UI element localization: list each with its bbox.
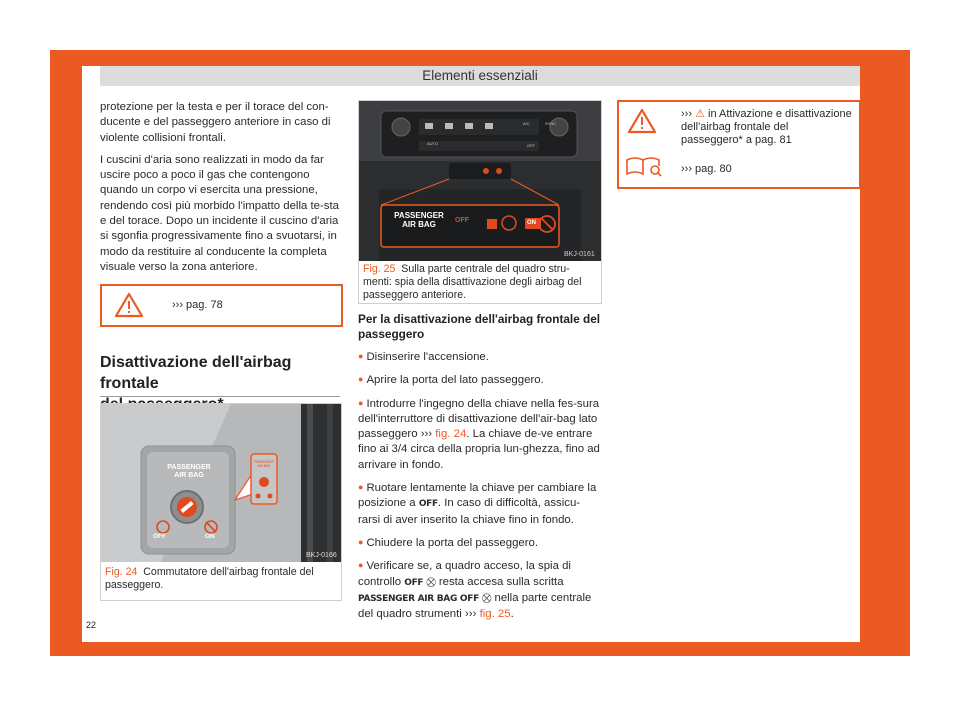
figure-25-number: Fig. 25	[363, 263, 396, 275]
section-title-line1: Disattivazione dell'airbag frontale	[100, 354, 292, 392]
airbag-switch-photo	[101, 404, 341, 562]
step-4	[358, 480, 602, 528]
figure-25-code: BKJ-0161	[564, 251, 595, 258]
step-3	[358, 396, 602, 473]
warning-ref-link[interactable]: in Attivazione e disattivazione dell'airbag frontale del passeggero* a pag. 81	[681, 108, 852, 146]
panel-off-label: OFF	[455, 217, 469, 224]
bullet-icon: ●	[358, 397, 364, 408]
step-6-text: Verificare se, a quadro acceso, la spia di controllo	[358, 560, 571, 588]
divider	[100, 396, 340, 397]
figure-24	[100, 403, 342, 601]
airbag-off-icon: ⛒	[426, 576, 436, 587]
passenger-airbag-off-label: PASSENGER AIR BAG OFF	[358, 593, 479, 604]
figure-24-caption	[105, 566, 337, 592]
switch-small-label-2: AIR BAG	[257, 464, 271, 468]
paragraph-intro: protezione per la testa e per il torace del con-ducente e del passeggero anteriore in caso di violente collisioni frontali.	[100, 101, 331, 144]
figure-25-caption	[363, 263, 593, 302]
switch-small-label-1: PASSENGER	[254, 460, 274, 464]
airbag-off-icon: ⛒	[482, 592, 492, 603]
book-icon	[625, 154, 663, 178]
warning-page-ref[interactable]: ››› pag. 78	[172, 299, 223, 311]
switch-label	[159, 464, 219, 480]
btn-off: OFF	[527, 143, 535, 148]
step-5-text: Chiudere la porta del passeggero.	[366, 536, 539, 549]
panel-on-label: ON	[527, 220, 536, 226]
step-6	[358, 558, 602, 622]
step-2-text: Aprire la porta del lato passeggero.	[366, 374, 544, 387]
fig-24-link[interactable]: fig. 24	[435, 428, 467, 441]
page-number: 22	[86, 620, 97, 630]
off-symbol: OFF	[418, 499, 438, 510]
warning-ref-arrows: ›››	[681, 108, 692, 120]
step-3-text-end: . La chiave de-ve entrare fino ai 3/4 circa della propria lun-ghezza, fino ad arrivare in fondo.	[358, 428, 600, 471]
warning-box-2	[617, 100, 861, 189]
step-1	[358, 349, 602, 365]
figure-24-number: Fig. 24	[105, 566, 138, 578]
info-page-ref[interactable]: ››› pag. 80	[681, 163, 732, 175]
step-1-text: Disinserire l'accensione.	[366, 351, 489, 363]
step-4-text: Ruotare lentamente la chiave per cambiare la posizione a	[358, 482, 597, 510]
step-6-text-end: nella parte centrale del quadro strumenti ›››	[358, 591, 592, 621]
small-warning-icon: ⚠	[695, 108, 705, 120]
step-4-text-end: . In caso di difficoltà, assicu-rarsi di aver inserito la chiave fino in fondo.	[358, 497, 581, 526]
off-symbol: OFF	[404, 577, 424, 588]
paragraph-airbag: I cuscini d'aria sono realizzati in modo da far uscire poco a poco il gas che contengono quando un corpo vi esercita una pressione, rendendo così più morbido l'impatto della te-sta e del torace. Dopo un incidente il cuscino d'aria si sgonfia progressivamente fino a svuotarsi, in modo da restituire al conducente la completa visuale verso la zona anteriore.	[100, 153, 339, 273]
left-column	[100, 100, 342, 282]
switch-small-label	[252, 460, 276, 468]
switch-on-label: ON	[205, 533, 215, 540]
middle-column	[358, 312, 602, 629]
figure-25-caption-text: Sulla parte centrale del quadro stru-menti: spia della disattivazione degli airbag del passeggero anteriore.	[363, 263, 582, 301]
switch-label-passenger: PASSENGER	[167, 464, 211, 471]
warning-triangle-icon	[114, 292, 144, 318]
bullet-icon: ●	[358, 482, 364, 493]
step-2	[358, 372, 602, 388]
step-6-text-mid: resta accesa sulla scritta	[438, 575, 564, 588]
panel-label-airbag: AIR BAG	[402, 220, 436, 229]
bullet-icon: ●	[358, 560, 364, 571]
section-header: Elementi essenziali	[100, 66, 860, 86]
step-3-text: Introdurre l'ingegno della chiave nella fes-sura dell'interruttore di disattivazione dell'air-bag lato passeggero ›››	[358, 397, 600, 441]
btn-auto: AUTO	[427, 141, 439, 146]
panel-label-passenger: PASSENGER	[394, 211, 444, 220]
fig-25-link[interactable]: fig. 25	[479, 608, 511, 621]
panel-label	[389, 211, 449, 229]
warning-triangle-icon	[627, 108, 657, 134]
warning-box-1	[100, 284, 343, 327]
bullet-icon: ●	[358, 351, 364, 361]
switch-label-airbag: AIR BAG	[174, 472, 204, 479]
bullet-icon: ●	[358, 536, 364, 547]
figure-24-code: BKJ-0166	[306, 552, 337, 559]
climate-panel-photo	[359, 101, 601, 261]
figure-25	[358, 100, 602, 304]
procedure-heading: Per la disattivazione dell'airbag frontale del passeggero	[358, 312, 601, 341]
bullet-icon: ●	[358, 374, 364, 385]
step-6-period: .	[510, 608, 514, 621]
warning-ref-text	[681, 108, 853, 147]
figure-24-caption-text: Commutatore dell'airbag frontale del passeggero.	[105, 566, 314, 591]
btn-sync: SYNC	[545, 121, 557, 126]
step-5	[358, 535, 602, 551]
btn-ac: A/C	[523, 121, 530, 126]
switch-off-label: OFF	[153, 533, 166, 540]
